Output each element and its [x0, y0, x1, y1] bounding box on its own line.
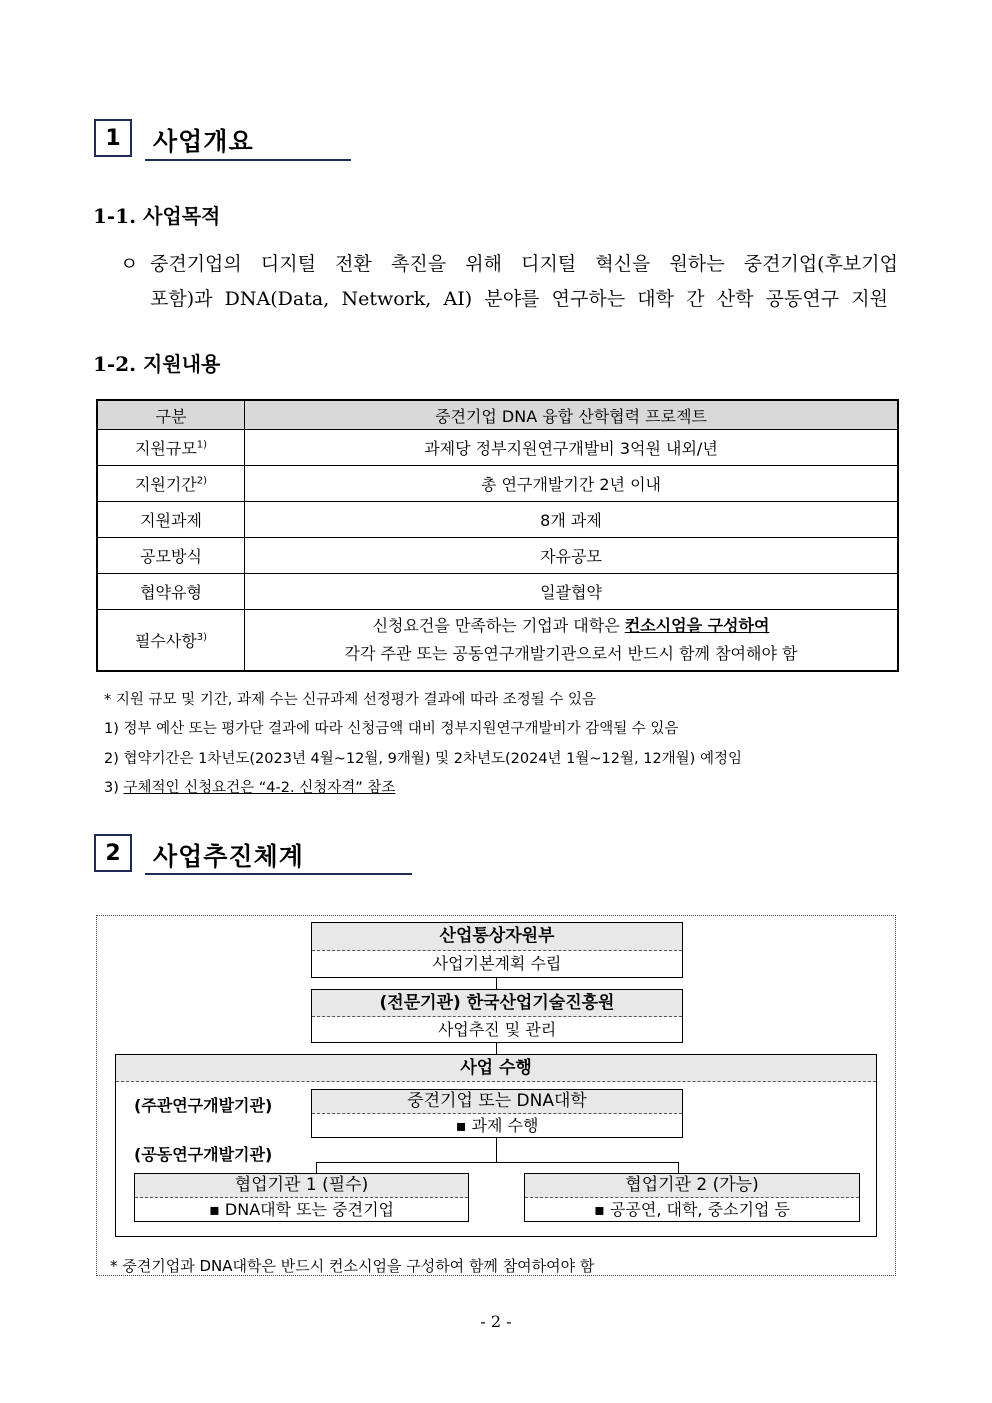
page-number: - 2 -: [480, 1312, 512, 1331]
row-value: 자유공모: [245, 538, 899, 574]
section-title: 사업개요: [153, 127, 254, 156]
org-box-title: 사업 수행: [116, 1055, 876, 1082]
org-box-role: 사업추진 및 관리: [437, 1020, 557, 1039]
purpose-line-2: 포함)과 DNA(Data, Network, AI) 분야를 연구하는 대학 간 산학 공동연구 지원: [150, 288, 888, 310]
org-box-title: 산업통상자원부: [312, 923, 682, 951]
row-key: 협약유형: [97, 574, 245, 610]
row-value: 총 연구개발기간 2년 이내: [245, 466, 899, 502]
bullet-mark: ㅇ: [120, 253, 139, 275]
lead-institution-label: (주관연구개발기관): [134, 1096, 273, 1115]
section-number-box: [94, 834, 132, 872]
section-underline: [145, 159, 351, 161]
connector-line: [496, 978, 497, 989]
section-number: 2: [105, 840, 121, 866]
connector-line: [316, 1162, 679, 1163]
section-number: 1: [105, 125, 121, 151]
table-header-value: 중견기업 DNA 융합 산학협력 프로젝트: [245, 400, 899, 430]
table-row: [97, 574, 898, 610]
org-box-lead: [311, 1089, 683, 1138]
joint-institution-label: (공동연구개발기관): [134, 1145, 273, 1164]
row-value: 과제당 정부지원연구개발비 3억원 내외/년: [245, 430, 899, 466]
org-box-title: 협업기관 2 (가능): [525, 1174, 859, 1198]
org-box-coop-2: [524, 1173, 860, 1222]
table-row: [97, 466, 898, 502]
org-box-coop-1: [134, 1173, 469, 1222]
row-key: 지원규모$^{1)}$: [97, 430, 245, 466]
connector-line: [496, 1138, 497, 1163]
section-title: 사업추진체계: [153, 842, 304, 871]
table-row: [97, 502, 898, 538]
org-box-agency: [311, 989, 683, 1043]
row-value: 신청요건을 만족하는 기업과 대학은 컨소시엄을 구성하여 각각 주관 또는 공동연구개발기관으로서 반드시 함께 참여해야 함: [245, 610, 899, 672]
note-line: 1) 정부 예산 또는 평가단 결과에 따라 신청금액 대비 정부지원연구개발비가 감액될 수 있음: [104, 721, 679, 737]
org-box-title: 협업기관 1 (필수): [135, 1174, 468, 1198]
row-key: 지원과제: [97, 502, 245, 538]
connector-line: [678, 1162, 679, 1173]
section-number-box: [94, 119, 132, 157]
section-underline: [145, 873, 412, 875]
connector-line: [316, 1162, 317, 1173]
row-key: 지원기간$^{2)}$: [97, 466, 245, 502]
note-line: 3) 구체적인 신청요건은 “4-2. 신청자격” 참조: [104, 780, 396, 796]
table-row: [97, 538, 898, 574]
row-value: 일괄협약: [245, 574, 899, 610]
org-box-role: ▪ 과제 수행: [455, 1116, 539, 1135]
note-line: * 지원 규모 및 기간, 과제 수는 신규과제 선정평가 결과에 따라 조정될 수 있음: [104, 692, 596, 708]
table-row: [97, 610, 898, 672]
org-box-role: ▪ DNA대학 또는 중견기업: [209, 1200, 394, 1219]
purpose-line-1: 중견기업의 디지털 전환 촉진을 위해 디지털 혁신을 원하는 중견기업(후보기업: [150, 253, 898, 275]
row-key: 필수사항$^{3)}$: [97, 610, 245, 672]
org-box-title: 중견기업 또는 DNA대학: [312, 1090, 682, 1114]
table-header-row: [97, 400, 898, 430]
table-header-key: 구분: [97, 400, 245, 430]
subsection-heading: 1-2. 지원내용: [93, 352, 221, 376]
note-line: 2) 협약기간은 1차년도(2023년 4월~12월, 9개월) 및 2차년도(2024년 1월~12월, 12개월) 예정임: [104, 751, 742, 767]
org-box-ministry: [311, 922, 683, 978]
row-value: 8개 과제: [245, 502, 899, 538]
row-key: 공모방식: [97, 538, 245, 574]
subsection-heading: 1-1. 사업목적: [93, 204, 221, 228]
org-box-title: (전문기관) 한국산업기술진흥원: [312, 990, 682, 1017]
connector-line: [496, 1043, 497, 1054]
support-table: [96, 399, 899, 672]
table-row: [97, 430, 898, 466]
org-box-role: 사업기본계획 수립: [432, 954, 562, 973]
org-box-role: ▪ 공공연, 대학, 중소기업 등: [594, 1200, 790, 1219]
org-footnote: * 중견기업과 DNA대학은 반드시 컨소시엄을 구성하여 함께 참여하여야 함: [110, 1257, 595, 1275]
